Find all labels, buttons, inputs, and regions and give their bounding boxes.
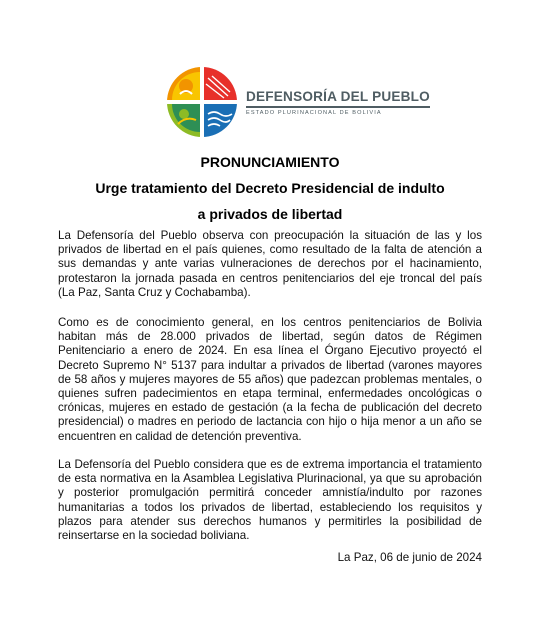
document-title-line-1: Urge tratamiento del Decreto Presidencial de indulto	[95, 180, 445, 196]
paragraph-2: Como es de conocimiento general, en los centros penitenciarios de Bolivia habitan más de 28.000 privados de libertad, según datos de Régimen Penitenciario a enero de 2024. En esa línea el Órgano Ejecutivo proyectó el Decreto Supremo N° 5137 para indultar a privados de libertad (varones mayores de 58 años y mujeres mayores de 55 años) que padezcan problemas mentales, o quienes sufren padecimientos en etapa terminal, enfermedades oncológicas o crónicas, mujeres en estado de gestación (a la fecha de publicación del decreto presidencial) o madres en periodo de lactancia con hijo o hija menor a un año se encuentren en calidad de detención preventiva.	[58, 316, 482, 443]
document-label: PRONUNCIAMIENTO	[200, 154, 340, 170]
document-date: La Paz, 06 de junio de 2024	[337, 551, 482, 564]
document-title-line-2: a privados de libertad	[197, 206, 343, 222]
logo-subtitle: ESTADO PLURINACIONAL DE BOLIVIA	[246, 109, 382, 116]
defensoria-emblem-icon	[164, 64, 240, 140]
logo-text-block	[246, 89, 430, 116]
logo-divider	[246, 106, 430, 108]
defensoria-logo	[164, 64, 430, 140]
logo-name: DEFENSORÍA DEL PUEBLO	[246, 88, 430, 104]
paragraph-3: La Defensoría del Pueblo considera que es de extrema importancia el tratamiento de esta normativa en la Asamblea Legislativa Plurinacional, ya que su aprobación y posterior promulgación permitirá conceder amnistía/indulto por razones humanitarias a todos los privados de libertad, estableciendo los requisitos y plazos para atender sus derechos humanos y permitirles la posibilidad de reinsertarse en la sociedad boliviana.	[58, 458, 482, 543]
paragraph-1: La Defensoría del Pueblo observa con preocupación la situación de las y los privados de libertad en el país quienes, como resultado de la falta de atención a sus demandas y ante varias vulneraciones de derechos por el hacinamiento, protestaron la jornada pasada en centros penitenciarios del eje troncal del país (La Paz, Santa Cruz y Cochabamba).	[58, 229, 482, 299]
